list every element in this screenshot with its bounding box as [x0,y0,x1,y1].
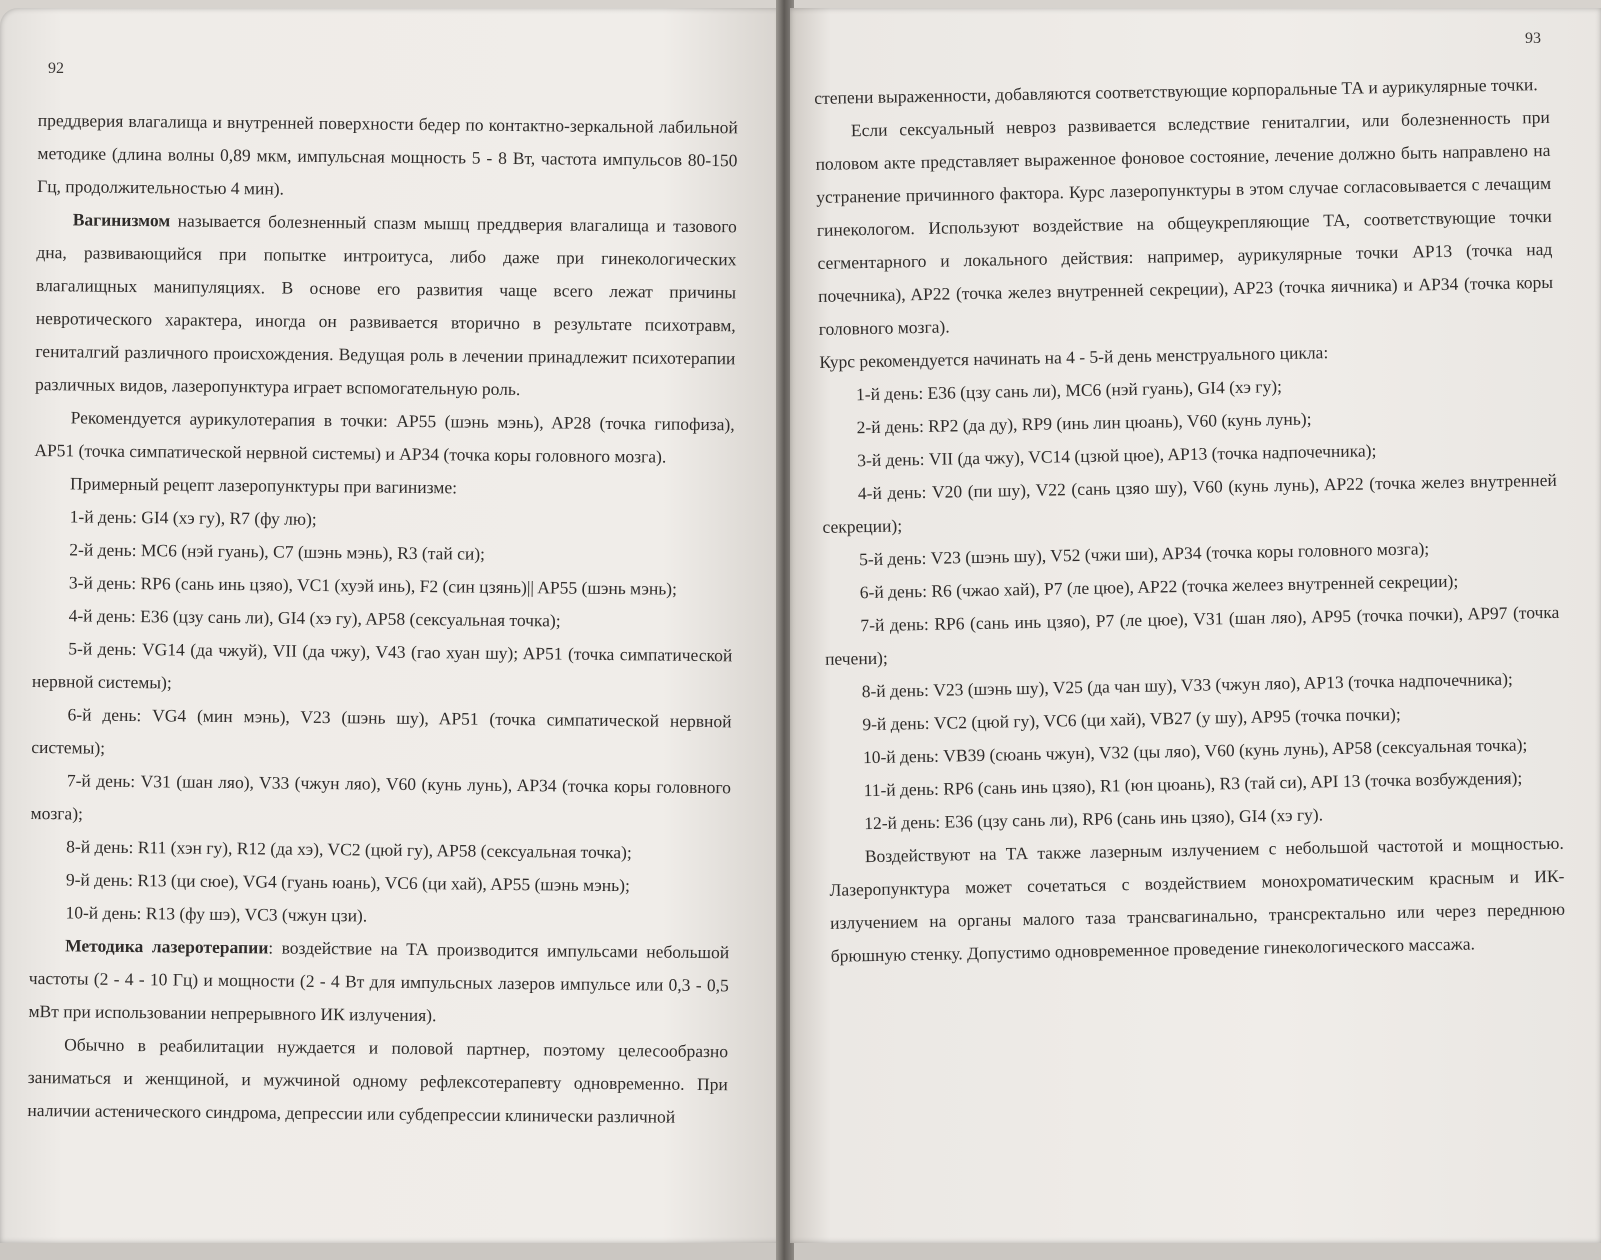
paragraph [34,401,735,474]
paragraph-text: 2-й день: RP2 (да ду), RP9 (инь лин цюань), V60 (кунь лунь); [856,408,1312,438]
paragraph-text: Курс рекомендуется начинать на 4 - 5-й день менструального цикла: [819,342,1329,372]
paragraph-text: 9-й день: VC2 (цюй гу), VC6 (ци хай), VB27 (у шу), AP95 (точка почки); [862,703,1401,735]
paragraph-text: 6-й день: R6 (чжао хай), P7 (ле цюе), AP22 (точка желеез внутренней секреции); [859,570,1459,603]
paragraph-text: 5-й день: V23 (шэнь шу), V52 (чжи ши), AP34 (точка коры головного мозга); [858,538,1430,570]
paragraph [815,101,1554,346]
right-page [790,8,1601,1243]
paragraph [37,104,738,210]
paragraph-text: называется болезненный спазм мышц преддверия влагалища и тазового дна, развивающийся при попытке интроитуса, либо даже при гинекологических влагалищных манипуляциях. В основе его развития чаще всего лежат причины невротического характера, иногда он развивается вторично в результате психотравм, гениталгий различного происхождения. Ведущая роль в лечении принадлежит психотерапии различных видов, лазеропунктура играет вспомогательную роль. [34,210,737,400]
paragraph-text: преддверия влагалища и внутренней поверхности бедер по контактно-зеркальной лабильной методике (длина волны 0,89 мкм, импульсная мощность 5 - 8 Вт, частота импульсов 80-150 Гц, продолжительностью 4 мин). [37,109,738,199]
paragraph-text: 10-й день: R13 (фу шэ), VC3 (чжун цзи). [65,902,368,926]
paragraph-text: 12-й день: E36 (цзу сань ли), RP6 (сань инь цзяо), GI4 (хэ гу). [864,804,1324,834]
paragraph [829,827,1566,973]
paragraph-text: 11-й день: RP6 (сань инь цзяо), R1 (юн цюань), R3 (тай си), API 13 (точка возбуждения); [863,767,1523,801]
paragraph-text: 5-й день: VG14 (да чжуй), VII (да чжу), V43 (гао хуан шу); AP51 (точка симпатической нервной системы); [31,638,733,693]
page-number-right: 93 [1525,30,1541,47]
paragraph-text: Рекомендуется аурикулотерапия в точки: AP55 (шэнь мэнь), AP28 (точка гипофиза), AP51 (точка симпатической нервной системы) и AP34 (точка коры головного мозга). [34,407,735,467]
right-page-text [814,68,1566,973]
paragraph-text: 4-й день: V20 (пи шу), V22 (сань цзяо шу), V60 (кунь лунь), AP22 (точка желез внутренней секреции); [822,469,1557,537]
paragraph-text: 7-й день: RP6 (сань инь цзяо), P7 (ле цюе), V31 (шан ляо), AP95 (точка почки), AP97 (точка печени); [824,601,1560,669]
paragraph-text: 3-й день: VII (да чжу), VC14 (цзюй цюе), AP13 (точка надпочечника); [857,440,1377,471]
paragraph-text: 7-й день: V31 (шан ляо), V33 (чжун ляо), V60 (кунь лунь), AP34 (точка коры головного мозга); [30,770,731,824]
left-page [0,8,780,1243]
paragraph-text: Обычно в реабилитации нуждается и половой партнер, поэтому целесообразно заниматься и женщиной, и мужчиной одному рефлексотерапевту одновременно. При наличии астенического синдрома, депрессии или субдепрессии клинически различной [27,1034,729,1127]
day-list-item [31,698,732,771]
paragraph-text: 2-й день: MC6 (нэй гуань), C7 (шэнь мэнь), R3 (тай си); [69,539,486,564]
left-page-text [27,104,738,1134]
paragraph-text: Воздействуют на ТА также лазерным излучением с небольшой частотой и мощностью. Лазеропунктура может сочетаться с воздействием монохроматическим красным и ИК-излучением на органы малого таза трансвагинально, трансректально или через переднюю брюшную стенку. Допустимо одновременное проведение гинекологического массажа. [829,832,1566,966]
paragraph-text: Если сексуальный невроз развивается вследствие гениталгии, или болезненность при половом акте представляет выраженное фоновое состояние, лечение должно быть направлено на устранение причинного фактора. Курс лазеропунктуры в этом случае согласовывается с лечащим гинекологом. Используют воздействие на общеукрепляющие ТА, соответствующие точки сегментарного и локального действия: например, аурикулярные точки AP13 (точка над почечника), AP22 (точка желез внутренней секреции), AP23 (точка яичника) и AP34 (точка коры головного мозга). [815,106,1554,339]
paragraph-text: 10-й день: VB39 (сюань чжун), V32 (цы ляо), V60 (кунь лунь), AP58 (сексуальная точка); [862,734,1528,768]
paragraph-text: степени выраженности, добавляются соответствующие корпоральные ТА и аурикулярные точки. [814,74,1538,108]
paragraph [35,203,737,408]
bold-term: Методика лазеротерапии [65,935,269,958]
paragraph-text: 8-й день: R11 (хэн гу), R12 (да хэ), VC2 (цюй гу), AP58 (сексуальная точка); [66,836,632,863]
day-list-item [30,764,731,837]
paragraph-text: 1-й день: GI4 (хэ гу), R7 (фу лю); [69,506,317,529]
paragraph-text: : воздействие на ТА производится импульсами небольшой частоты (2 - 4 - 10 Гц) и мощности (2 - 4 Вт для импульсных лазеров импульсе или 0,3 - 0,5 мВт при использовании непрерывного ИК излучения). [28,937,730,1026]
paragraph-text: 9-й день: R13 (ци сюе), VG4 (гуань юань), VC6 (ци хай), AP55 (шэнь мэнь); [65,869,631,896]
paragraph-text: 6-й день: VG4 (мин мэнь), V23 (шэнь шу), AP51 (точка симпатической нервной системы); [31,704,732,758]
page-number-left: 92 [48,60,64,77]
paragraph-text: Примерный рецепт лазеропунктуры при вагинизме: [69,473,458,498]
paragraph [28,929,729,1035]
paragraph-text: 3-й день: RP6 (сань инь цзяо), VC1 (хуэй инь), F2 (син цзянь)|| AP55 (шэнь мэнь); [68,572,678,599]
paragraph-text: 4-й день: E36 (цзу сань ли), GI4 (хэ гу), AP58 (сексуальная точка); [68,605,561,631]
paragraph [27,1028,728,1134]
day-list-item [32,632,733,705]
paragraph-text: 8-й день: V23 (шэнь шу), V25 (да чан шу), V33 (чжун ляо), AP13 (точка надпочечника); [861,668,1513,702]
bold-term: Вагинизмом [72,209,171,231]
paragraph-text: 1-й день: E36 (цзу сань ли), MC6 (нэй гуань), GI4 (хэ гу); [855,376,1283,405]
